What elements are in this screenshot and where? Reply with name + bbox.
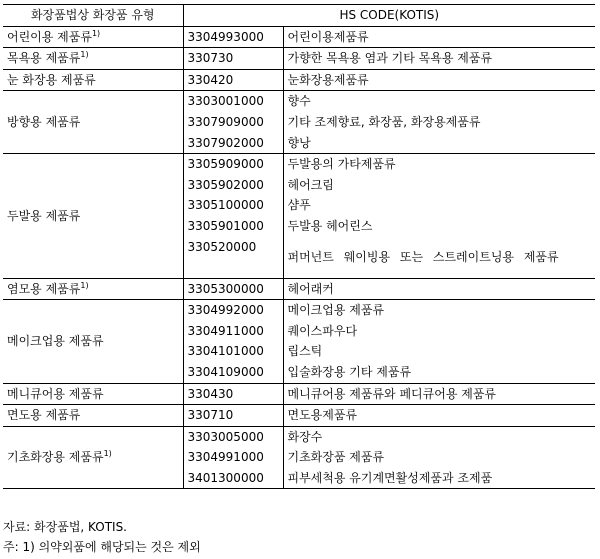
hs-code-table <box>3 4 595 489</box>
category-label: 두발용 제품류 <box>7 208 81 223</box>
table-body <box>3 26 595 489</box>
product-description-cell: 샴푸 <box>287 198 311 213</box>
hs-code-cell: 3307902000 <box>183 133 283 154</box>
table-row <box>3 405 595 427</box>
product-description-cell: 메이크업용 제품류 <box>283 300 595 321</box>
hs-code-cell: 3307909000 <box>183 112 283 133</box>
hs-code-cell: 330420 <box>183 69 283 91</box>
category-cell <box>3 426 183 489</box>
category-cell <box>3 154 183 278</box>
hs-code-cell: 3401300000 <box>183 468 283 489</box>
category-cell <box>3 383 183 405</box>
category-cell <box>3 48 183 70</box>
hs-code-cell: 3303001000 <box>183 91 283 112</box>
product-description-cell: 눈화장용제품류 <box>283 69 595 91</box>
category-cell <box>3 300 183 383</box>
notes <box>3 517 201 557</box>
product-description-cell: 립스틱 <box>287 344 323 359</box>
hs-code-cell: 3305100000 <box>183 195 283 216</box>
hs-code-cell: 3305909000 <box>183 154 283 175</box>
category-label: 눈 화장용 제품류 <box>7 72 96 87</box>
hs-code-cell: 330730 <box>183 48 283 70</box>
hs-code-cell: 3304109000 <box>183 362 283 383</box>
category-cell <box>3 405 183 427</box>
product-description-cell: 두발용의 가타제품류 <box>283 154 595 175</box>
table-row <box>3 69 595 91</box>
hs-code-cell: 3304991000 <box>183 447 283 468</box>
table-row <box>3 426 595 447</box>
header-hs-code: HS CODE(KOTIS) <box>183 5 595 27</box>
table-header-row <box>3 5 595 27</box>
hs-code-cell: 3305901000 <box>183 216 283 237</box>
table-row <box>3 383 595 405</box>
footnote: 주: 1) 의약외품에 해당되는 것은 제외 <box>3 540 201 554</box>
footnote-marker: 1) <box>91 28 101 38</box>
footnote-marker: 1) <box>80 50 89 60</box>
footnote-marker: 1) <box>80 280 89 290</box>
hs-code-cell: 3304993000 <box>183 26 283 48</box>
product-description-cell: 퀘이스파우다 <box>287 323 358 338</box>
table-row <box>3 300 595 321</box>
product-description-cell: 가향한 목욕용 염과 기타 목욕용 제품류 <box>283 48 595 70</box>
product-description-cell: 입술화장용 기타 제품류 <box>283 362 595 383</box>
product-description-cell: 퍼머넌트 웨이빙용 또는 스트레이트닝용 제품류 <box>283 237 595 279</box>
product-description-cell: 피부세척용 유기계면활성제품과 조제품 <box>283 468 595 489</box>
table-row <box>3 26 595 48</box>
footnote-marker: 1) <box>103 449 112 459</box>
category-label: 면도용 제품류 <box>7 408 81 423</box>
hs-code-cell: 330520000 <box>183 237 283 279</box>
header-cosmetic-type: 화장품법상 화장품 유형 <box>3 5 183 27</box>
category-label: 기초화장용 제품류 <box>7 450 104 465</box>
table-row <box>3 48 595 70</box>
hs-code-cell: 3305300000 <box>183 278 283 300</box>
category-cell <box>3 69 183 91</box>
category-cell <box>3 278 183 300</box>
product-description-cell: 두발용 헤어린스 <box>287 218 373 233</box>
hs-code-cell: 3303005000 <box>183 426 283 447</box>
category-label: 방향용 제품류 <box>7 114 81 129</box>
category-label: 어린이용 제품류 <box>7 29 92 44</box>
product-description-cell: 면도용제품류 <box>283 405 595 427</box>
hs-code-cell: 330430 <box>183 383 283 405</box>
category-label: 염모용 제품류 <box>7 281 81 296</box>
product-description-cell: 기초화장품 제품류 <box>287 450 385 465</box>
table-row <box>3 154 595 175</box>
category-cell <box>3 91 183 154</box>
hs-code-cell: 330710 <box>183 405 283 427</box>
hs-code-cell: 3305902000 <box>183 175 283 196</box>
table-row <box>3 91 595 112</box>
product-description-cell: 어린이용제품류 <box>283 26 595 48</box>
product-description-cell: 메니큐어용 제품류와 페디큐어용 제품류 <box>283 383 595 405</box>
category-label: 목욕용 제품류 <box>7 51 81 66</box>
product-description-cell: 헤어크림 <box>287 177 334 192</box>
table-row <box>3 278 595 300</box>
hs-code-cell: 3304911000 <box>183 321 283 342</box>
hs-code-cell: 3304992000 <box>183 300 283 321</box>
product-description-cell: 향낭 <box>283 133 595 154</box>
category-label: 메이크업용 제품류 <box>7 334 104 349</box>
category-label: 메니큐어용 제품류 <box>7 386 104 401</box>
hs-code-cell: 3304101000 <box>183 341 283 362</box>
category-cell <box>3 26 183 48</box>
product-description-cell: 기타 조제향료, 화장품, 화장용제품류 <box>287 114 481 129</box>
product-description-cell: 헤어래커 <box>283 278 595 300</box>
source-note: 자료: 화장품법, KOTIS. <box>3 520 127 534</box>
product-description-cell: 향수 <box>283 91 595 112</box>
product-description-cell: 화장수 <box>283 426 595 447</box>
